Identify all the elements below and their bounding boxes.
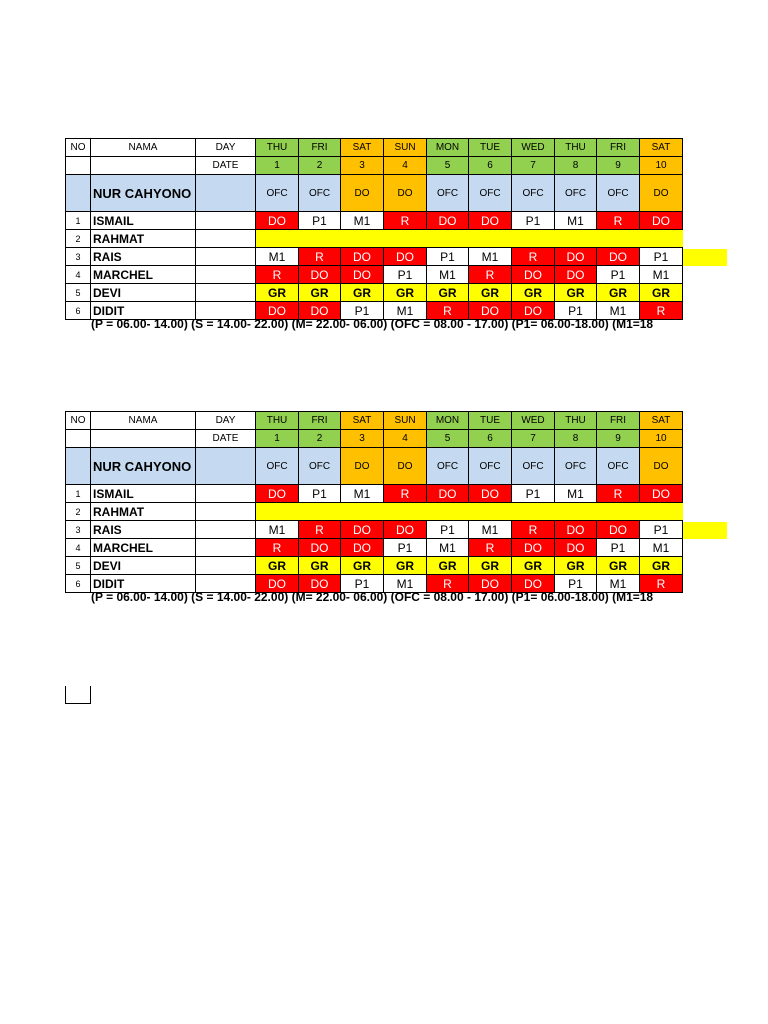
date-cell: 4	[384, 430, 427, 448]
employee-no: 5	[66, 284, 91, 302]
date-cell: 7	[512, 157, 555, 175]
shift-cell: DO	[597, 521, 640, 539]
shift-cell: P1	[299, 485, 341, 503]
blank-cell	[66, 157, 91, 175]
day-cell: FRI	[299, 139, 341, 157]
shift-cell: DO	[555, 539, 597, 557]
shift-cell: DO	[299, 575, 341, 593]
day-cell: SAT	[341, 139, 384, 157]
empty-shift-span	[256, 230, 683, 248]
shift-cell: R	[469, 266, 512, 284]
date-cell: 2	[299, 157, 341, 175]
employee-no: 3	[66, 521, 91, 539]
employee-name: DIDIT	[91, 575, 196, 593]
shift-cell: P1	[384, 539, 427, 557]
rahmat-yellow-extension	[683, 249, 727, 266]
shift-cell: DO	[640, 485, 683, 503]
day-cell: THU	[555, 139, 597, 157]
shift-cell: R	[512, 248, 555, 266]
shift-cell: M1	[640, 539, 683, 557]
shift-cell: P1	[427, 248, 469, 266]
shift-cell: P1	[341, 302, 384, 320]
shift-cell: M1	[597, 575, 640, 593]
day-cell: SAT	[640, 412, 683, 430]
employee-no: 3	[66, 248, 91, 266]
employee-blank	[196, 539, 256, 557]
stray-cell	[65, 686, 91, 704]
shift-cell: DO	[512, 575, 555, 593]
day-cell: FRI	[597, 139, 640, 157]
shift-cell: DO	[555, 248, 597, 266]
shift-cell: DO	[512, 302, 555, 320]
header-no: NO	[66, 139, 91, 157]
employee-row	[66, 248, 683, 266]
shift-cell: DO	[341, 539, 384, 557]
shift-cell: GR	[469, 557, 512, 575]
supervisor-no	[66, 175, 91, 212]
day-cell: SUN	[384, 139, 427, 157]
header-nama: NAMA	[91, 139, 196, 157]
employee-no: 1	[66, 485, 91, 503]
shift-cell: DO	[640, 212, 683, 230]
shift-cell: OFC	[512, 175, 555, 212]
shift-cell: DO	[256, 485, 299, 503]
shift-cell: DO	[512, 266, 555, 284]
shift-cell: R	[256, 266, 299, 284]
supervisor-row	[66, 175, 683, 212]
supervisor-row	[66, 448, 683, 485]
employee-no: 6	[66, 575, 91, 593]
employee-no: 4	[66, 266, 91, 284]
shift-cell: GR	[469, 284, 512, 302]
shift-cell: P1	[512, 485, 555, 503]
day-cell: THU	[256, 412, 299, 430]
day-cell: WED	[512, 412, 555, 430]
shift-cell: M1	[640, 266, 683, 284]
date-cell: 4	[384, 157, 427, 175]
shift-cell: M1	[555, 212, 597, 230]
shift-cell: P1	[299, 212, 341, 230]
rahmat-yellow-extension	[683, 522, 727, 539]
employee-blank	[196, 284, 256, 302]
shift-cell: R	[469, 539, 512, 557]
shift-cell: DO	[384, 175, 427, 212]
header-no: NO	[66, 412, 91, 430]
shift-cell: P1	[597, 539, 640, 557]
shift-cell: DO	[427, 485, 469, 503]
employee-name: ISMAIL	[91, 485, 196, 503]
schedule-block	[65, 411, 683, 604]
shift-cell: R	[384, 485, 427, 503]
shift-cell: DO	[384, 248, 427, 266]
employee-name: MARCHEL	[91, 266, 196, 284]
date-cell: 9	[597, 157, 640, 175]
shift-cell: DO	[469, 302, 512, 320]
shift-cell: OFC	[555, 175, 597, 212]
shift-cell: P1	[512, 212, 555, 230]
date-cell: 3	[341, 157, 384, 175]
shift-cell: OFC	[427, 448, 469, 485]
date-cell: 2	[299, 430, 341, 448]
employee-blank	[196, 557, 256, 575]
schedule-block	[65, 138, 683, 331]
shift-cell: R	[640, 575, 683, 593]
day-cell: SUN	[384, 412, 427, 430]
employee-blank	[196, 248, 256, 266]
shift-cell: P1	[640, 248, 683, 266]
day-cell: SAT	[341, 412, 384, 430]
shift-cell: R	[597, 485, 640, 503]
day-cell: MON	[427, 412, 469, 430]
supervisor-no	[66, 448, 91, 485]
shift-cell: DO	[469, 485, 512, 503]
supervisor-name: NUR CAHYONO	[91, 448, 196, 485]
shift-cell: DO	[256, 212, 299, 230]
day-row	[66, 139, 683, 157]
employee-blank	[196, 503, 256, 521]
shift-cell: OFC	[299, 175, 341, 212]
employee-no: 4	[66, 539, 91, 557]
shift-cell: GR	[555, 284, 597, 302]
shift-cell: GR	[341, 557, 384, 575]
date-cell: 5	[427, 157, 469, 175]
date-cell: 7	[512, 430, 555, 448]
shift-cell: OFC	[427, 175, 469, 212]
shift-legend: (P = 06.00- 14.00) (S = 14.00- 22.00) (M= 22.00- 06.00) (OFC = 08.00 - 17.00) (P1= 06.00-18.00) (M1=18	[91, 317, 654, 331]
day-row	[66, 412, 683, 430]
day-cell: FRI	[597, 412, 640, 430]
header-date: DATE	[196, 430, 256, 448]
shift-cell: M1	[384, 302, 427, 320]
employee-name: RAHMAT	[91, 503, 196, 521]
shift-cell: GR	[640, 557, 683, 575]
date-cell: 1	[256, 430, 299, 448]
shift-cell: GR	[256, 557, 299, 575]
shift-cell: DO	[469, 212, 512, 230]
employee-name: RAIS	[91, 248, 196, 266]
shift-cell: GR	[299, 557, 341, 575]
employee-name: MARCHEL	[91, 539, 196, 557]
shift-cell: M1	[341, 485, 384, 503]
shift-cell: M1	[427, 266, 469, 284]
date-row	[66, 430, 683, 448]
date-row	[66, 157, 683, 175]
shift-cell: DO	[341, 175, 384, 212]
shift-cell: GR	[256, 284, 299, 302]
shift-cell: DO	[512, 539, 555, 557]
day-cell: SAT	[640, 139, 683, 157]
shift-cell: OFC	[256, 175, 299, 212]
schedule-table	[65, 411, 683, 593]
shift-cell: R	[299, 248, 341, 266]
supervisor-blank	[196, 448, 256, 485]
shift-cell: R	[512, 521, 555, 539]
employee-blank	[196, 521, 256, 539]
shift-cell: DO	[555, 521, 597, 539]
date-cell: 10	[640, 430, 683, 448]
employee-blank	[196, 230, 256, 248]
blank-cell	[91, 430, 196, 448]
employee-name: DEVI	[91, 557, 196, 575]
shift-cell: OFC	[256, 448, 299, 485]
employee-row	[66, 212, 683, 230]
employee-row	[66, 557, 683, 575]
header-day: DAY	[196, 412, 256, 430]
shift-cell: P1	[427, 521, 469, 539]
employee-name: DEVI	[91, 284, 196, 302]
shift-cell: DO	[640, 448, 683, 485]
date-cell: 6	[469, 157, 512, 175]
shift-cell: DO	[299, 266, 341, 284]
shift-cell: M1	[384, 575, 427, 593]
shift-cell: R	[384, 212, 427, 230]
shift-cell: GR	[384, 284, 427, 302]
employee-no: 2	[66, 230, 91, 248]
employee-name: RAHMAT	[91, 230, 196, 248]
day-cell: MON	[427, 139, 469, 157]
header-nama: NAMA	[91, 412, 196, 430]
shift-cell: M1	[555, 485, 597, 503]
employee-no: 6	[66, 302, 91, 320]
shift-cell: DO	[640, 175, 683, 212]
shift-cell: GR	[512, 557, 555, 575]
employee-no: 1	[66, 212, 91, 230]
shift-cell: DO	[299, 302, 341, 320]
shift-cell: OFC	[597, 448, 640, 485]
employee-row	[66, 503, 683, 521]
date-cell: 1	[256, 157, 299, 175]
supervisor-blank	[196, 175, 256, 212]
shift-cell: DO	[555, 266, 597, 284]
shift-cell: DO	[597, 248, 640, 266]
shift-cell: DO	[469, 575, 512, 593]
shift-cell: M1	[427, 539, 469, 557]
employee-no: 2	[66, 503, 91, 521]
shift-cell: M1	[256, 521, 299, 539]
day-cell: THU	[555, 412, 597, 430]
shift-cell: GR	[597, 284, 640, 302]
shift-cell: R	[299, 521, 341, 539]
shift-cell: R	[256, 539, 299, 557]
employee-row	[66, 539, 683, 557]
shift-cell: P1	[341, 575, 384, 593]
shift-cell: OFC	[555, 448, 597, 485]
shift-cell: DO	[341, 266, 384, 284]
shift-cell: R	[427, 575, 469, 593]
day-cell: TUE	[469, 412, 512, 430]
employee-name: RAIS	[91, 521, 196, 539]
shift-cell: GR	[427, 557, 469, 575]
shift-cell: P1	[384, 266, 427, 284]
employee-no: 5	[66, 557, 91, 575]
date-cell: 8	[555, 157, 597, 175]
date-cell: 9	[597, 430, 640, 448]
shift-cell: OFC	[512, 448, 555, 485]
employee-row	[66, 230, 683, 248]
shift-cell: M1	[597, 302, 640, 320]
shift-cell: DO	[299, 539, 341, 557]
supervisor-name: NUR CAHYONO	[91, 175, 196, 212]
employee-name: DIDIT	[91, 302, 196, 320]
date-cell: 6	[469, 430, 512, 448]
shift-cell: OFC	[469, 175, 512, 212]
empty-shift-span	[256, 503, 683, 521]
shift-cell: P1	[555, 575, 597, 593]
schedule-table	[65, 138, 683, 320]
day-cell: THU	[256, 139, 299, 157]
shift-cell: P1	[597, 266, 640, 284]
shift-cell: OFC	[597, 175, 640, 212]
shift-cell: GR	[512, 284, 555, 302]
date-cell: 8	[555, 430, 597, 448]
shift-cell: R	[427, 302, 469, 320]
day-cell: TUE	[469, 139, 512, 157]
shift-cell: M1	[256, 248, 299, 266]
shift-cell: GR	[555, 557, 597, 575]
shift-cell: GR	[597, 557, 640, 575]
shift-cell: DO	[341, 248, 384, 266]
shift-legend: (P = 06.00- 14.00) (S = 14.00- 22.00) (M= 22.00- 06.00) (OFC = 08.00 - 17.00) (P1= 06.00-18.00) (M1=18	[91, 590, 654, 604]
employee-row	[66, 485, 683, 503]
shift-cell: DO	[341, 521, 384, 539]
shift-cell: R	[640, 302, 683, 320]
date-cell: 3	[341, 430, 384, 448]
shift-cell: GR	[299, 284, 341, 302]
shift-cell: OFC	[469, 448, 512, 485]
shift-cell: M1	[469, 248, 512, 266]
shift-cell: DO	[427, 212, 469, 230]
shift-cell: DO	[384, 521, 427, 539]
shift-cell: M1	[469, 521, 512, 539]
shift-cell: M1	[341, 212, 384, 230]
shift-cell: OFC	[299, 448, 341, 485]
day-cell: WED	[512, 139, 555, 157]
employee-blank	[196, 266, 256, 284]
shift-cell: DO	[256, 302, 299, 320]
header-day: DAY	[196, 139, 256, 157]
shift-cell: R	[597, 212, 640, 230]
blank-cell	[91, 157, 196, 175]
shift-cell: P1	[555, 302, 597, 320]
employee-blank	[196, 212, 256, 230]
shift-cell: GR	[640, 284, 683, 302]
shift-cell: GR	[427, 284, 469, 302]
date-cell: 5	[427, 430, 469, 448]
shift-cell: GR	[341, 284, 384, 302]
date-cell: 10	[640, 157, 683, 175]
blank-cell	[66, 430, 91, 448]
employee-name: ISMAIL	[91, 212, 196, 230]
shift-cell: DO	[341, 448, 384, 485]
employee-row	[66, 266, 683, 284]
employee-row	[66, 521, 683, 539]
day-cell: FRI	[299, 412, 341, 430]
header-date: DATE	[196, 157, 256, 175]
employee-blank	[196, 485, 256, 503]
shift-cell: GR	[384, 557, 427, 575]
shift-cell: DO	[384, 448, 427, 485]
employee-row	[66, 284, 683, 302]
shift-cell: DO	[256, 575, 299, 593]
shift-cell: P1	[640, 521, 683, 539]
